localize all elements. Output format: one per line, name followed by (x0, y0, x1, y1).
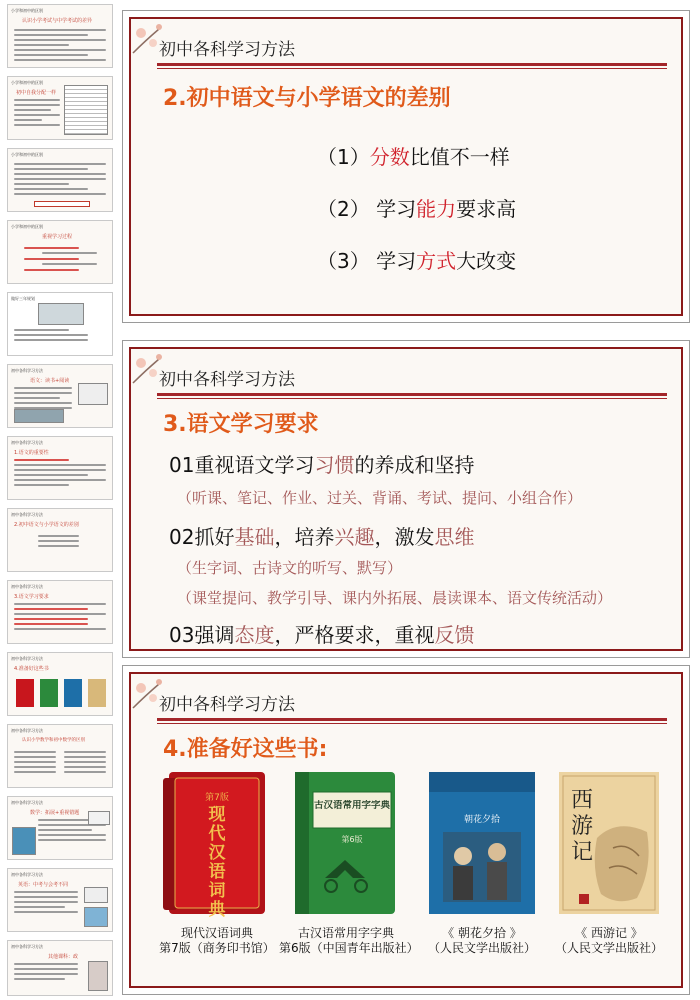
slide-thumbnail-6[interactable] (7, 364, 113, 428)
slide-language-requirements[interactable] (122, 340, 690, 658)
book-cover-title: 古汉语常用字字典 (313, 800, 390, 811)
thumbnail-table-image (64, 85, 108, 135)
slide-frame (129, 17, 683, 316)
slide-title: 2.初中语文与小学语文的差别 (163, 86, 451, 111)
slide-thumbnail-10[interactable] (7, 652, 113, 716)
requirement-2: 02抓好基础，培养兴趣，激发思维 (169, 525, 475, 549)
thumbnail-photo (14, 409, 64, 423)
thumbnail-heading: 4.准备好这些书 (14, 666, 49, 672)
thumbnail-heading: 语文：读书+阅读 (30, 378, 70, 384)
difference-item: （2） 学习能力要求高 (317, 197, 517, 221)
difference-item: （1）分数比值不一样 (317, 145, 510, 169)
book-cover-title: 现代汉语词典 (208, 805, 226, 920)
slide-language-differences[interactable] (122, 10, 690, 323)
thumbnail-photo (84, 887, 108, 903)
thumbnail-heading: 英语：中考与会考不同 (18, 882, 69, 888)
slide-header: 初中各科学习方法 (159, 695, 295, 715)
thumbnail-label: 小学和初中的区别 (11, 80, 43, 85)
thumbnail-heading: 其他课科：政 (48, 954, 79, 960)
thumbnail-heading: 认识小学数学和初中数学的区别 (22, 738, 85, 743)
requirement-1: 01重视语文学习习惯的养成和坚持 (169, 453, 475, 477)
slide-required-books[interactable] (122, 665, 690, 995)
book-cover-classical-chinese-dictionary (291, 768, 401, 918)
slide-frame (129, 672, 683, 988)
thumbnail-heading: 初中自我分配一样 (16, 90, 57, 96)
slide-thumbnail-3[interactable] (7, 148, 113, 212)
thumbnail-book-green (40, 679, 58, 707)
thumbnail-photo (88, 811, 110, 825)
thumbnail-body (14, 99, 60, 133)
thumbnail-label: 初中各科学习方法 (11, 440, 43, 445)
slide-frame (129, 347, 683, 651)
thumbnail-highlight-bar (34, 201, 90, 207)
thumbnail-body (14, 29, 106, 61)
requirement-1-note: （听课、笔记、作业、过关、背诵、考试、提问、小组合作） (177, 489, 583, 507)
slide-title: 3.语文学习要求 (163, 412, 319, 437)
thumbnail-body (14, 751, 56, 781)
thumbnail-body (38, 535, 106, 565)
thumbnail-heading: 认识小学考试与中学考试的差异 (22, 18, 93, 24)
thumbnail-heading: 2.初中语文与小学语文的差别 (14, 522, 79, 528)
requirement-3: 03强调态度，严格要求，重视反馈 (169, 623, 475, 647)
thumbnail-heading: 数学：拓展+重视错题 (30, 810, 80, 816)
thumbnail-heading: 重视学习过程 (42, 234, 73, 240)
book-caption: 《 朝花夕拾 》 （人民文学出版社） (427, 926, 536, 955)
thumbnail-photo (84, 907, 108, 927)
slide-header: 初中各科学习方法 (159, 370, 295, 390)
slide-thumbnail-5[interactable] (7, 292, 113, 356)
book-caption: 古汉语常用字字典 第6版（中国青年出版社） (279, 926, 419, 955)
thumbnail-label: 初中各科学习方法 (11, 584, 43, 589)
book-cover-title: 西游记 (570, 788, 593, 865)
thumbnail-label: 初中各科学习方法 (11, 512, 43, 517)
thumbnail-heading: 3.语文学习要求 (14, 594, 49, 600)
slide-thumbnail-9[interactable] (7, 580, 113, 644)
thumbnail-body (14, 963, 78, 989)
slide-thumbnail-1[interactable] (7, 4, 113, 68)
thumbnail-label: 做好三年规划 (11, 296, 35, 301)
slide-thumbnail-11[interactable] (7, 724, 113, 788)
requirement-2-note: （课堂提问、教学引导、课内外拓展、晨读课本、语文传统活动） (177, 589, 613, 607)
thumbnail-body (14, 247, 106, 277)
slide-title: 4.准备好这些书: (163, 737, 328, 762)
slide-thumbnail-8[interactable] (7, 508, 113, 572)
thumbnail-body (64, 751, 106, 781)
book-cover-title: 朝花夕拾 (463, 815, 500, 825)
book-cover-journey-to-the-west (557, 768, 661, 918)
thumbnail-body (14, 459, 106, 493)
svg-text:第7版: 第7版 (205, 793, 229, 803)
slide-thumbnail-12[interactable] (7, 796, 113, 860)
thumbnail-label: 初中各科学习方法 (11, 800, 43, 805)
thumbnail-label: 小学和初中的区别 (11, 224, 43, 229)
thumbnail-label: 初中各科学习方法 (11, 872, 43, 877)
header-divider (157, 63, 667, 66)
thumbnail-body (14, 603, 106, 637)
book-cover-dawn-blossoms (427, 768, 537, 918)
thumbnail-label: 初中各科学习方法 (11, 728, 43, 733)
thumbnail-book-red (16, 679, 34, 707)
slide-thumbnail-7[interactable] (7, 436, 113, 500)
thumbnail-label: 初中各科学习方法 (11, 944, 43, 949)
thumbnail-label: 初中各科学习方法 (11, 368, 43, 373)
slide-header: 初中各科学习方法 (159, 40, 295, 60)
thumbnail-book-blue (64, 679, 82, 707)
thumbnail-label: 初中各科学习方法 (11, 656, 43, 661)
slide-thumbnail-4[interactable] (7, 220, 113, 284)
thumbnail-heading: 1.语文的重要性 (14, 450, 49, 456)
thumbnail-body (14, 163, 106, 205)
thumbnail-photo (88, 961, 108, 991)
header-divider (157, 718, 667, 721)
book-caption: 现代汉语词典 第7版（商务印书馆） (159, 926, 275, 955)
difference-item: （3） 学习方式大改变 (317, 249, 517, 273)
book-cover-modern-chinese-dictionary (161, 768, 271, 918)
thumbnail-book-tan (88, 679, 106, 707)
book-caption: 《 西游记 》 （人民文学出版社） (554, 926, 663, 955)
header-divider (157, 393, 667, 396)
requirement-2-note: （生字词、古诗文的听写、默写） (177, 559, 403, 577)
thumbnail-label: 小学和初中的区别 (11, 152, 43, 157)
thumbnail-label: 小学和初中的区别 (11, 8, 43, 13)
svg-text:第6版: 第6版 (341, 835, 363, 844)
thumbnail-body (14, 891, 78, 925)
slide-thumbnail-14[interactable] (7, 940, 113, 996)
thumbnail-photo (12, 827, 36, 855)
slide-thumbnail-13[interactable] (7, 868, 113, 932)
slide-thumbnail-2[interactable] (7, 76, 113, 140)
thumbnail-photo (78, 383, 108, 405)
thumbnail-body (14, 329, 106, 349)
thumbnail-photo (38, 303, 84, 325)
slide-thumbnail-panel (0, 0, 120, 1000)
